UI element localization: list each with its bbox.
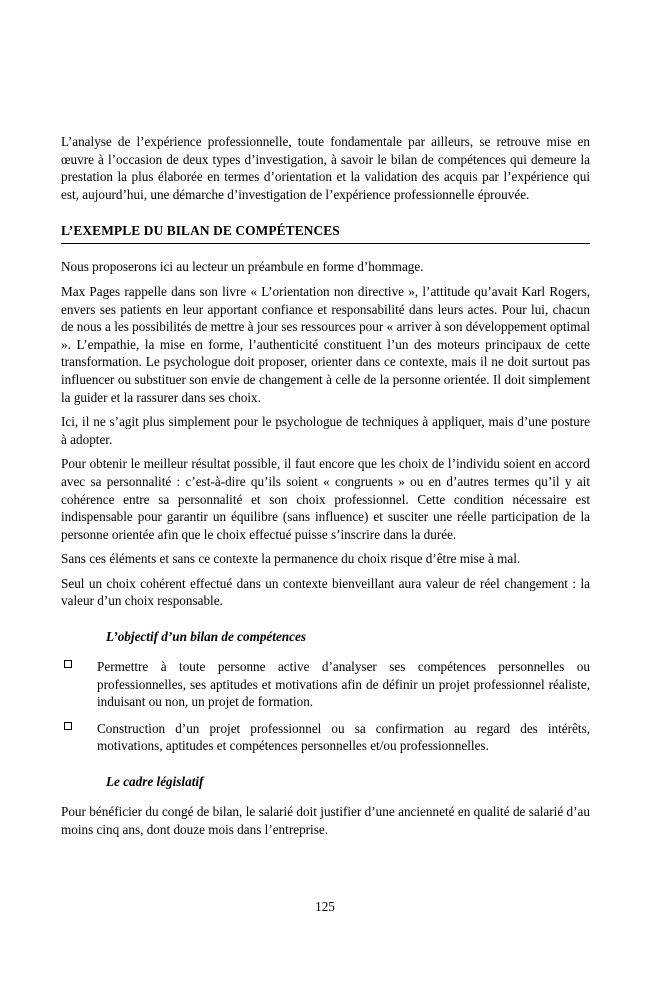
square-bullet-icon [64, 660, 72, 668]
paragraph-resultat: Pour obtenir le meilleur résultat possible, il faut encore que les choix de l’individu soient en accord avec sa personnalité : c’est-à-dire qu’ils soient « congruents » ou en d’autres termes qu’il y ait cohérence entre sa personnalité et son choix professionnel. Cette condition nécessaire est indispensable pour garantir un équilibre (sans influence) et susciter une réelle participation de la personne orientée afin que le choix effectué puisse s’inscrire dans la durée. [61, 456, 590, 542]
subheading-objectif-bilan: L’objectif d’un bilan de compétences [106, 629, 306, 645]
section-heading: L’EXEMPLE DU BILAN DE COMPÉTENCES [61, 223, 340, 239]
subheading-cadre-legislatif: Le cadre législatif [106, 774, 204, 790]
list-item-text: Construction d’un projet professionnel ou sa confirmation au regard des intérêts, motivations, aptitudes et compétences personnelles et/ou professionnelles. [97, 720, 590, 754]
page-content [61, 133, 590, 838]
square-bullet-icon [64, 722, 72, 730]
paragraph-max-pages: Max Pages rappelle dans son livre « L’orientation non directive », l’attitude qu’avait Karl Rogers, envers ses patients en leur apportant confiance et responsabilité dans leurs actes. Pour lui, chacun de nous a les possibilités de mettre à jour ses ressources pour « arriver à son développement optimal ». L’empathie, la mise en forme, l’authenticité constituent l’un des moteurs principaux de cette transformation. Le psychologue doit proposer, orienter dans ce contexte, mais il ne doit surtout pas influencer ou substituer son envie de changement à celle de la personne orientée. Il doit simplement la guider et la rassurer dans ses choix. [61, 283, 590, 405]
heading-spacer [61, 244, 590, 258]
objectives-list [61, 658, 590, 755]
paragraph-conge-bilan: Pour bénéficier du congé de bilan, le salarié doit justifier d’une ancienneté en qualité de salarié d’au moins cinq ans, dont douze mois dans l’entreprise. [61, 804, 590, 837]
paragraph-preamble: Nous proposerons ici au lecteur un préambule en forme d’hommage. [61, 259, 424, 275]
paragraph-choix-responsable: Seul un choix cohérent effectué dans un contexte bienveillant aura valeur de réel changement : la valeur d’un choix responsable. [61, 575, 590, 609]
list-item [61, 658, 590, 711]
paragraph-posture: Ici, il ne s’agit plus simplement pour le psychologue de techniques à appliquer, mais d’une posture à adopter. [61, 414, 590, 447]
page-number: 125 [315, 899, 335, 914]
intro-paragraph: L’analyse de l’expérience professionnelle, toute fondamentale par ailleurs, se retrouve mise en œuvre à l’occasion de deux types d’investigation, à savoir le bilan de compétences qui demeure la prestation la plus élaborée en termes d’orientation et la validation des acquis par l’expérience qui est, aujourd’hui, une démarche d’investigation de l’expérience professionnelle éprouvée. [61, 134, 590, 202]
list-item [61, 720, 590, 755]
list-item-text: Permettre à toute personne active d’analyser ses compétences personnelles ou professionnelles, ses aptitudes et motivations afin de définir un projet professionnel réaliste, induisant ou non, un projet de formation. [97, 659, 590, 710]
paragraph-permanence: Sans ces éléments et sans ce contexte la permanence du choix risque d’être mise à mal. [61, 551, 521, 567]
